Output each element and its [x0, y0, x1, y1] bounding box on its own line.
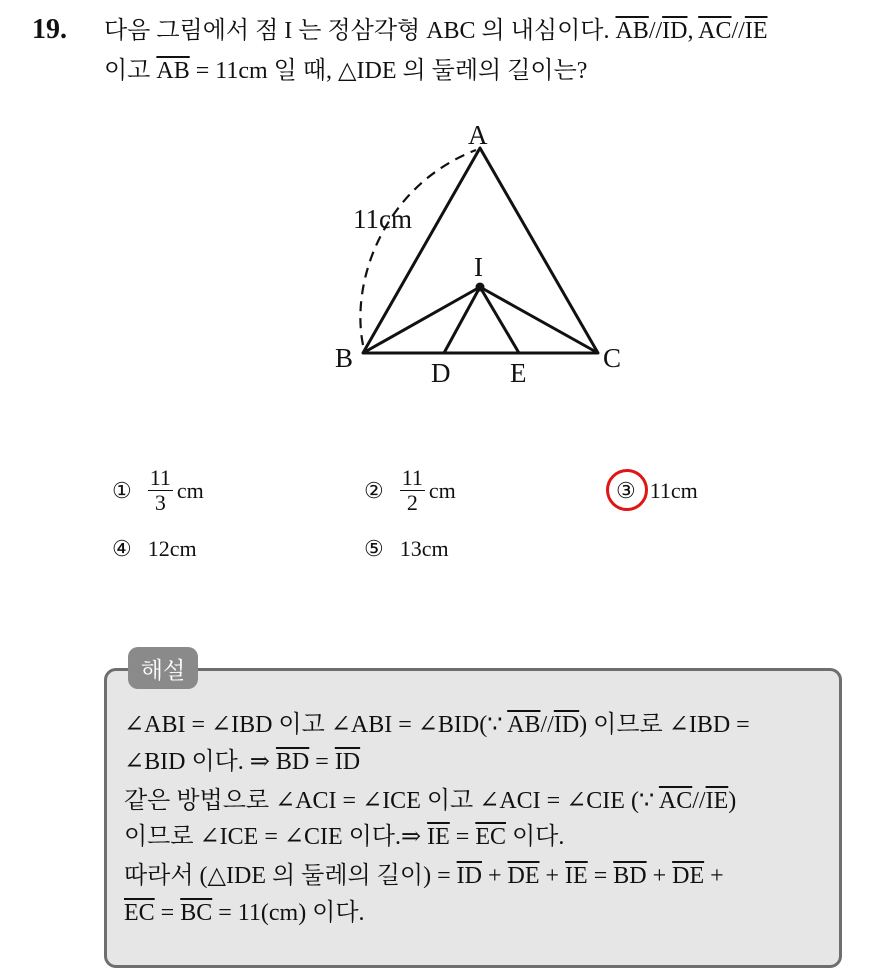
- segment: $\overline{ID}$: [456, 863, 482, 889]
- solution-line-1: [124, 710, 750, 740]
- segment: $\overline{AB}$: [507, 712, 541, 738]
- question-intro-text: 다음 그림에서 점 I 는 정삼각형 ABC 의 내심이다.: [104, 18, 616, 44]
- choice-marker: ④: [112, 536, 132, 561]
- label-b: B: [335, 343, 354, 373]
- solution-line-2: [124, 747, 360, 777]
- solution-line-4: [124, 822, 564, 852]
- solution-tag: 해설: [128, 647, 198, 689]
- length-arc-dashed: [360, 150, 476, 345]
- fraction-numerator: 11: [149, 465, 171, 490]
- segment-id: $\overline{ID}$: [662, 18, 688, 44]
- label-d: D: [431, 358, 451, 388]
- fraction-denominator: 3: [154, 490, 166, 515]
- segment: $\overline{IE}$: [565, 863, 588, 889]
- choice-2[interactable]: [364, 466, 456, 515]
- choice-1[interactable]: [112, 466, 204, 515]
- segment-ab: $\overline{AB}$: [156, 58, 190, 84]
- triangle-diagram: [0, 0, 884, 460]
- segment: $\overline{IE}$: [427, 824, 450, 850]
- choice-4[interactable]: [112, 536, 197, 562]
- segment-ab: $\overline{AB}$: [615, 18, 649, 44]
- segment-ac: $\overline{AC}$: [698, 18, 732, 44]
- label-c: C: [603, 343, 622, 373]
- solution-line-3: [124, 786, 736, 816]
- segment: $\overline{AC}$: [658, 788, 693, 814]
- choice-text: 11cm: [649, 478, 698, 503]
- solution-text: =: [587, 863, 614, 889]
- solution-text: 이므로 ∠ICE = ∠CIE 이다.⇒: [124, 824, 428, 850]
- segment: $\overline{IE}$: [705, 788, 729, 814]
- label-length: 11cm: [353, 204, 412, 234]
- solution-text: +: [539, 863, 566, 889]
- choice-text: 13cm: [399, 536, 449, 561]
- solution-text: ∠BID 이다. ⇒: [124, 749, 276, 775]
- segment: $\overline{BD}$: [275, 749, 310, 775]
- solution-text: +: [481, 863, 508, 889]
- choice-marker: ⑤: [364, 536, 384, 561]
- segment: $\overline{BC}$: [180, 900, 213, 926]
- choice-text: 12cm: [147, 536, 197, 561]
- choice-marker: ③: [616, 478, 636, 503]
- parallel-sign: //: [731, 18, 745, 44]
- segment: $\overline{ID}$: [334, 749, 361, 775]
- solution-text: =: [309, 749, 335, 775]
- parallel-sign: //: [648, 18, 663, 44]
- choice-unit: cm: [176, 477, 204, 503]
- solution-text: 이다.: [505, 824, 565, 850]
- solution-text: 따라서 (△IDE 의 둘레의 길이) =: [124, 863, 457, 889]
- choice-marker: ①: [112, 477, 132, 503]
- label-i: I: [474, 252, 483, 282]
- solution-text: ∠ABI = ∠IBD 이고 ∠ABI = ∠BID(∵: [124, 712, 508, 738]
- fraction-denominator: 2: [406, 490, 418, 515]
- solution-text: ): [728, 788, 737, 814]
- solution-text: +: [646, 863, 673, 889]
- choice-marker: ②: [364, 477, 384, 503]
- label-e: E: [510, 358, 527, 388]
- solution-text: =: [154, 900, 181, 926]
- question-number: 19.: [32, 14, 67, 45]
- solution-text: =: [449, 824, 476, 850]
- question-text: 이고: [104, 58, 157, 84]
- segment-ie: $\overline{IE}$: [744, 18, 768, 44]
- fraction: [400, 466, 425, 515]
- solution-text: //: [692, 788, 706, 814]
- solution-text: ) 이므로 ∠IBD =: [579, 712, 750, 738]
- solution-text: //: [540, 712, 554, 738]
- choice-unit: cm: [428, 477, 456, 503]
- choice-5[interactable]: [364, 536, 449, 562]
- solution-text: +: [704, 863, 724, 889]
- point-i: [476, 283, 485, 292]
- solution-text: 같은 방법으로 ∠ACI = ∠ICE 이고 ∠ACI = ∠CIE (∵: [124, 788, 659, 814]
- label-a: A: [468, 120, 488, 150]
- fraction-numerator: 11: [401, 465, 423, 490]
- segment: $\overline{EC}$: [124, 900, 155, 926]
- comma: ,: [687, 18, 699, 44]
- segment: $\overline{ID}$: [553, 712, 580, 738]
- fraction: [148, 466, 173, 515]
- segment: $\overline{DE}$: [507, 863, 540, 889]
- solution-text: = 11(cm) 이다.: [212, 900, 365, 926]
- answer-circle-mark: [606, 469, 648, 511]
- segment: $\overline{EC}$: [475, 824, 506, 850]
- solution-line-6: [124, 898, 365, 928]
- question-text: = 11cm 일 때, △IDE 의 둘레의 길이는?: [189, 58, 588, 84]
- triangle-abc: [363, 148, 598, 353]
- solution-line-5: [124, 861, 724, 891]
- segment: $\overline{DE}$: [672, 863, 705, 889]
- segment: $\overline{BD}$: [613, 863, 647, 889]
